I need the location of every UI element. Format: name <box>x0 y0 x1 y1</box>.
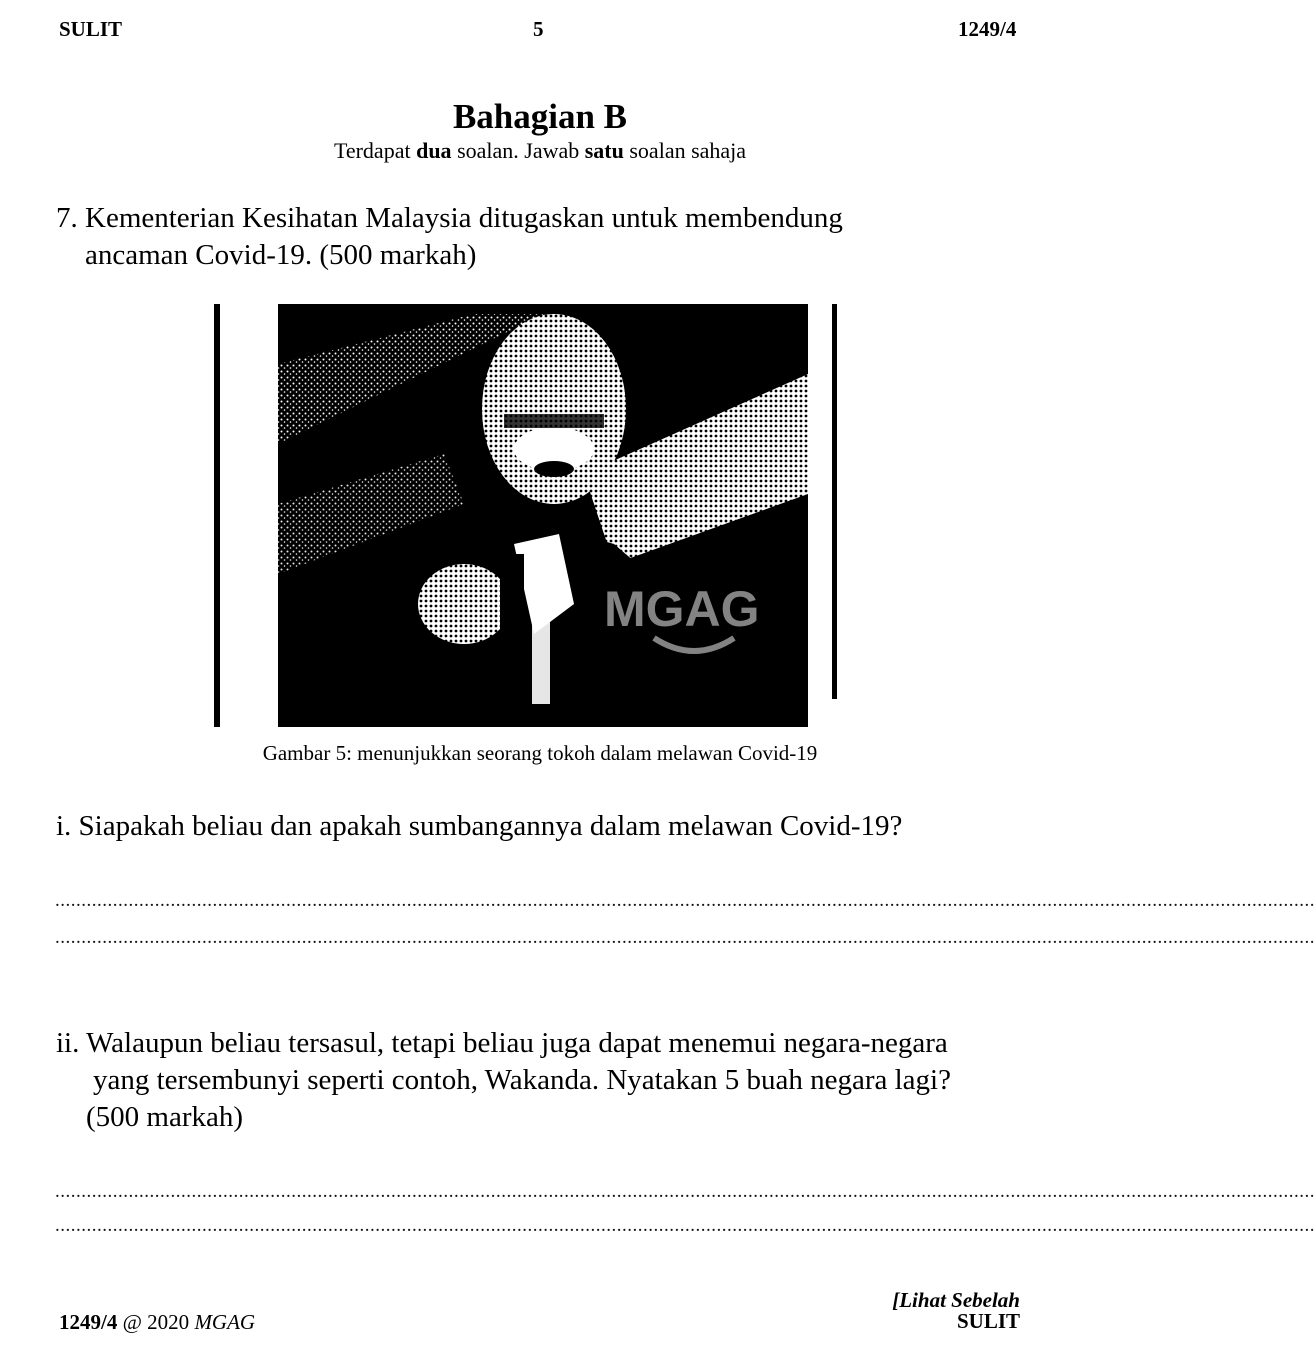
question-part-i: i. Siapakah beliau dan apakah sumbangannya dalam melawan Covid-19? <box>56 810 903 842</box>
question-7-line-1 <box>56 200 843 237</box>
photo-mic-stand <box>532 594 550 704</box>
photo-glasses <box>504 414 604 428</box>
paper-code: 1249/4 <box>958 17 1017 41</box>
photo-left-border <box>214 304 220 727</box>
page-number: 5 <box>533 17 544 41</box>
section-instruction <box>0 138 1080 164</box>
figure-photo <box>214 304 837 727</box>
watermark-text: MGAG <box>604 581 760 637</box>
answer-line-ii-1[interactable]: ................................................................................................................................................................................................................................................ <box>55 1181 1315 1202</box>
question-number: 7. <box>56 202 78 234</box>
answer-line-i-2[interactable]: ................................................................................................................................................................................................................................................ <box>55 927 1315 948</box>
question-7-line-2: ancaman Covid-19. (500 markah) <box>85 239 477 271</box>
figure-caption: Gambar 5: menunjukkan seorang tokoh dalam melawan Covid-19 <box>262 741 818 765</box>
answer-line-ii-2[interactable]: ................................................................................................................................................................................................................................................ <box>55 1215 1315 1236</box>
instruction-part-2: soalan. Jawab <box>451 138 585 163</box>
photo-microphone <box>500 554 524 704</box>
footer-copyright-text: @ 2020 <box>117 1310 195 1334</box>
instruction-part-3: soalan sahaja <box>623 138 747 163</box>
question-part-ii-line-2: yang tersembunyi seperti contoh, Wakanda. Nyatakan 5 buah negara lagi? <box>93 1064 951 1096</box>
footer-sulit: SULIT <box>956 1309 1020 1333</box>
footer-copyright <box>59 1310 255 1335</box>
footer-see-next: [Lihat Sebelah <box>892 1288 1020 1312</box>
section-title: Bahagian B <box>452 97 628 136</box>
question-part-ii-line-1: ii. Walaupun beliau tersasul, tetapi beliau juga dapat menemui negara-negara <box>56 1027 948 1059</box>
header-sulit: SULIT <box>59 17 123 41</box>
photo-hand <box>418 564 510 644</box>
question-part-ii-line-3: (500 markah) <box>86 1101 244 1133</box>
question-7 <box>56 200 843 274</box>
answer-line-i-1[interactable]: ................................................................................................................................................................................................................................................ <box>55 890 1315 911</box>
footer-brand: MGAG <box>194 1310 256 1334</box>
instruction-bold-dua: dua <box>416 138 452 163</box>
question-7-text-1: Kementerian Kesihatan Malaysia ditugaskan untuk membendung <box>85 202 843 234</box>
instruction-bold-satu: satu <box>584 138 624 163</box>
footer-code: 1249/4 <box>59 1310 118 1334</box>
instruction-part-1: Terdapat <box>333 138 417 163</box>
photo-right-border <box>832 304 837 699</box>
question-part-ii <box>56 1025 951 1136</box>
photo-mouth <box>534 461 574 477</box>
